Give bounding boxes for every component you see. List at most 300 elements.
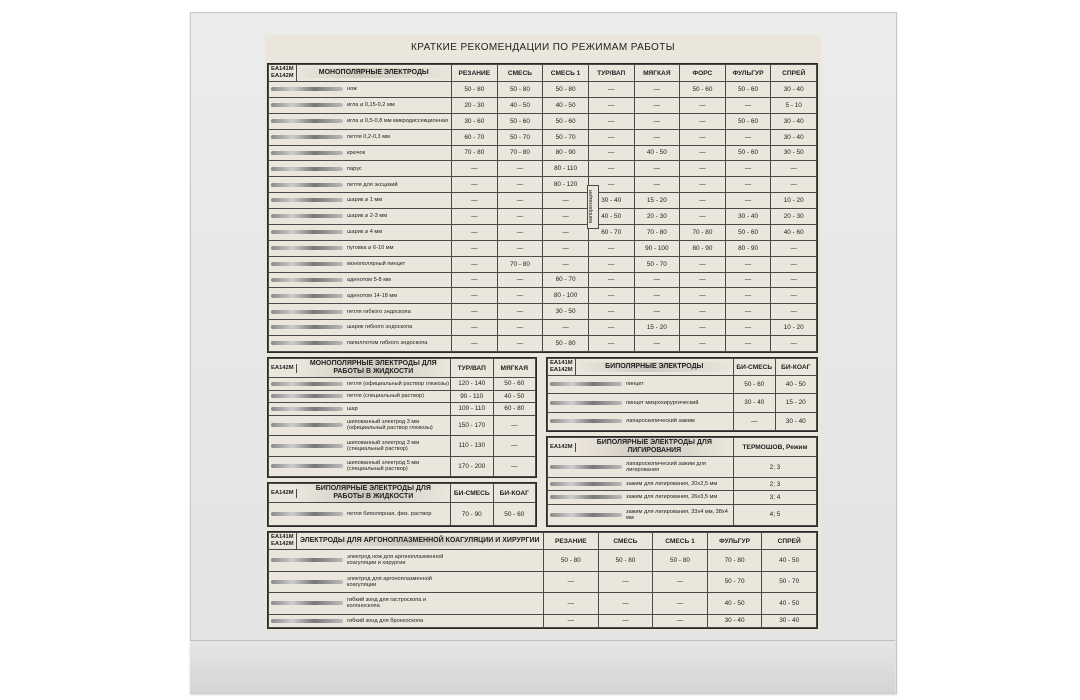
electrode-icon [271, 341, 343, 345]
value-cell: — [598, 593, 653, 615]
model-code: ЕА141М [271, 66, 294, 72]
bipolar_liquid-header-wrap [269, 484, 450, 502]
table-row [269, 129, 817, 145]
value-cell: — [588, 272, 634, 288]
value-cell: 50 - 60 [725, 82, 771, 98]
value-cell: 10 - 20 [771, 193, 817, 209]
value-cell: — [497, 288, 543, 304]
value-cell: 40 - 50 [543, 97, 589, 113]
model-code: ЕА142М [550, 443, 573, 450]
row-label-cell [269, 113, 452, 129]
electrode-icon [271, 325, 343, 329]
value-cell: — [725, 336, 771, 352]
value-cell: — [725, 304, 771, 320]
electrode-icon [550, 382, 622, 386]
value-cell: 60 - 70 [543, 272, 589, 288]
electrode-icon [271, 151, 343, 155]
value-cell: — [771, 336, 817, 352]
table-row [548, 376, 817, 394]
value-cell: 100 - 110 [451, 403, 494, 416]
value-cell: — [497, 224, 543, 240]
value-cell: — [680, 177, 726, 193]
row-label: аденотом 14-18 мм [347, 292, 398, 299]
ligation-group-header [548, 438, 734, 457]
electrode-icon [271, 310, 343, 314]
value-cell: 15 - 20 [634, 193, 680, 209]
value-cell: 20 - 30 [771, 209, 817, 225]
value-cell: — [725, 177, 771, 193]
value-cell: 50 - 60 [725, 145, 771, 161]
value-cell: — [771, 256, 817, 272]
value-cell: 50 - 80 [543, 336, 589, 352]
row-label-cell [269, 503, 451, 526]
row-label: гибкий зонд для гастроскопа и колоноскопа [347, 597, 427, 610]
electrode-icon [271, 135, 343, 139]
column-header: ФУЛЬГУР [707, 533, 762, 550]
value-cell: 30 - 40 [771, 82, 817, 98]
row-label: шарик ⌀ 4 мм [347, 229, 383, 236]
value-cell: — [588, 256, 634, 272]
value-cell: 50 - 80 [543, 82, 589, 98]
table-row [269, 403, 536, 416]
value-cell: 80 - 110 [543, 161, 589, 177]
row-label: электрод для аргоноплазменной коагуляции [347, 575, 432, 588]
value-cell: — [493, 415, 536, 435]
value-cell: — [680, 161, 726, 177]
table-row [269, 113, 817, 129]
ligation-table-block [546, 436, 818, 527]
electrode-icon [271, 246, 343, 250]
column-header: БИ-СМЕСЬ [734, 359, 776, 376]
value-cell: 70 - 80 [634, 224, 680, 240]
value-cell: 50 - 70 [707, 571, 762, 593]
column-header: СМЕСЬ 1 [653, 533, 708, 550]
value-cell: — [588, 177, 634, 193]
value-cell: 10 - 20 [771, 320, 817, 336]
column-header: ТУР/ВАП [451, 359, 494, 378]
electrode-icon [271, 278, 343, 282]
value-cell: 40 - 50 [707, 593, 762, 615]
liquid-header-wrap [269, 359, 450, 377]
value-cell: — [452, 288, 498, 304]
table-row [269, 97, 817, 113]
value-cell: — [634, 288, 680, 304]
argon-header-row [269, 533, 817, 550]
row-label-cell [269, 550, 544, 572]
value-cell: — [452, 161, 498, 177]
value-cell: — [680, 320, 726, 336]
value-cell: — [544, 593, 599, 615]
value-cell: 70 - 80 [680, 224, 726, 240]
value-cell: — [634, 161, 680, 177]
value-cell: — [543, 193, 589, 209]
ligation-group-title: БИПОЛЯРНЫЕ ЭЛЕКТРОДЫ ДЛЯ ЛИГИРОВАНИЯ [576, 438, 733, 456]
value-cell: — [725, 161, 771, 177]
value-cell: 60 - 70 [452, 129, 498, 145]
value-cell: 50 - 60 [493, 378, 536, 391]
value-cell: 30 - 40 [771, 129, 817, 145]
column-header: СПРЕЙ [771, 65, 817, 82]
electrode-icon [271, 294, 343, 298]
table-row [269, 272, 817, 288]
value-cell: — [634, 97, 680, 113]
electrode-icon [271, 230, 343, 234]
model-code: ЕА142М [271, 489, 294, 496]
value-cell: 30 - 40 [588, 193, 634, 209]
liquid-table-block [267, 357, 537, 478]
value-cell: — [588, 145, 634, 161]
row-label: петля для эксцизий [347, 181, 398, 188]
table-row [548, 457, 817, 478]
liquid-group-title: МОНОПОЛЯРНЫЕ ЭЛЕКТРОДЫ ДЛЯ РАБОТЫ В ЖИДКОСТИ [297, 359, 450, 377]
bipolar-table-block [546, 357, 818, 432]
electrode-icon [271, 601, 343, 605]
column-header: СПРЕЙ [762, 533, 817, 550]
column-header: СМЕСЬ [497, 65, 543, 82]
value-cell: — [771, 161, 817, 177]
value-cell: 80 - 90 [725, 240, 771, 256]
value-cell: 20 - 30 [452, 97, 498, 113]
value-cell: 5 - 10 [771, 97, 817, 113]
row-label: петля (специальный раствор) [347, 393, 425, 400]
row-label: петля биполярная, физ. раствор [347, 510, 432, 517]
electrode-icon [271, 464, 343, 468]
value-cell: — [493, 456, 536, 476]
value-cell: — [653, 614, 708, 627]
row-label: зажим для лигирования, 20х2,5 мм [626, 481, 718, 488]
model-code: ЕА141М [271, 534, 294, 540]
column-header: ТЕРМОШОВ, Режим [734, 438, 817, 457]
electrode-icon [271, 103, 343, 107]
value-cell: — [588, 336, 634, 352]
table-row [269, 288, 817, 304]
argon-group-title: ЭЛЕКТРОДЫ ДЛЯ АРГОНОПЛАЗМЕННОЙ КОАГУЛЯЦИИ И ХИРУРГИИ [297, 536, 543, 546]
table-row [269, 503, 536, 526]
row-label-cell [548, 376, 734, 394]
row-label: монополярный пинцет [347, 260, 406, 267]
value-cell: — [452, 240, 498, 256]
column-header: ТУР/ВАП [588, 65, 634, 82]
value-cell: — [497, 177, 543, 193]
value-cell: — [598, 571, 653, 593]
value-cell: 90 - 110 [451, 390, 494, 403]
row-label: шипованный электрод 3 мм (официальный раствор глюкозы) [347, 419, 433, 432]
value-cell: — [634, 113, 680, 129]
value-cell: — [634, 129, 680, 145]
row-label-cell [269, 320, 452, 336]
table-row [548, 491, 817, 504]
value-cell: 50 - 80 [452, 82, 498, 98]
value-cell: 120 - 140 [451, 378, 494, 391]
value-cell: — [588, 288, 634, 304]
value-cell: — [725, 320, 771, 336]
value-cell: 40 - 50 [497, 97, 543, 113]
table-row [269, 224, 817, 240]
row-label: шарик ⌀ 2-3 мм [347, 213, 388, 220]
mono-header-row [269, 65, 817, 82]
value-cell: — [588, 161, 634, 177]
electrode-icon [271, 87, 343, 91]
electrode-icon [271, 394, 343, 398]
value-cell: — [771, 272, 817, 288]
value-cell: 110 - 130 [451, 436, 494, 456]
value-cell: — [543, 256, 589, 272]
row-label-cell [269, 403, 451, 416]
row-label: игла ⌀ 0,15-0,2 мм [347, 102, 395, 109]
row-label: петля (официальный раствор глюкозы) [347, 380, 449, 387]
liquid-header-row [269, 359, 536, 378]
row-label-cell [269, 571, 544, 593]
electrode-icon [271, 619, 343, 623]
table-row [269, 415, 536, 435]
ligation-header-row [548, 438, 817, 457]
column-header: СМЕСЬ 1 [543, 65, 589, 82]
model-code: ЕА142М [271, 73, 294, 79]
column-header: БИ-КОАГ [493, 484, 536, 503]
value-cell: 2; 3 [734, 478, 817, 491]
value-cell: — [588, 129, 634, 145]
column-header: РЕЗАНИЕ [452, 65, 498, 82]
electrode-icon [271, 183, 343, 187]
value-cell: 4; 5 [734, 504, 817, 525]
vaporization-label: вапоризация [587, 185, 599, 229]
row-label: зажим для лигирования, 26х3,5 мм [626, 494, 718, 501]
argon-table [268, 532, 817, 628]
value-cell: — [588, 82, 634, 98]
row-label-cell [548, 504, 734, 525]
electrode-icon [271, 214, 343, 218]
table-row [548, 412, 817, 430]
value-cell: 40 - 60 [771, 224, 817, 240]
electrode-icon [550, 513, 622, 517]
value-cell: — [452, 209, 498, 225]
value-cell: — [497, 240, 543, 256]
value-cell: — [452, 336, 498, 352]
value-cell: 20 - 30 [634, 209, 680, 225]
table-row [269, 336, 817, 352]
ligation-header-wrap [548, 438, 733, 456]
table-row [269, 436, 536, 456]
column-header: БИ-КОАГ [775, 359, 817, 376]
value-cell: — [497, 193, 543, 209]
row-label: зажим для лигирования, 33х4 мм, 38х4 мм [626, 508, 728, 521]
electrode-icon [271, 119, 343, 123]
value-cell: 70 - 80 [497, 145, 543, 161]
value-cell: 70 - 80 [452, 145, 498, 161]
electrode-icon [550, 495, 622, 499]
row-label-cell [269, 593, 544, 615]
table-row [269, 320, 817, 336]
row-label: лапароскопический зажим для лигирования [626, 461, 706, 474]
value-cell: 60 - 70 [588, 224, 634, 240]
electrode-icon [550, 401, 622, 405]
monopolar-table-block [267, 63, 818, 353]
value-cell: — [588, 113, 634, 129]
bipolar-liquid-table [268, 483, 536, 526]
value-cell: 30 - 50 [771, 145, 817, 161]
row-label-cell [269, 224, 452, 240]
bipolar-header-row [548, 359, 817, 376]
table-row [269, 456, 536, 476]
value-cell: — [725, 256, 771, 272]
row-label: шарик гибкого эндоскопа [347, 324, 413, 331]
bipolar_liquid-group-title: БИПОЛЯРНЫЕ ЭЛЕКТРОДЫ ДЛЯ РАБОТЫ В ЖИДКОСТИ [297, 484, 450, 502]
row-label-cell [269, 288, 452, 304]
value-cell: 40 - 50 [762, 550, 817, 572]
electrode-icon [271, 423, 343, 427]
value-cell: — [497, 161, 543, 177]
value-cell: — [634, 272, 680, 288]
value-cell: 30 - 40 [762, 614, 817, 627]
row-label: папиллотом гибкого эндоскопа [347, 340, 428, 347]
value-cell: — [725, 272, 771, 288]
row-label-cell [548, 491, 734, 504]
value-cell: 50 - 60 [725, 224, 771, 240]
value-cell: 40 - 50 [493, 390, 536, 403]
row-label: игла ⌀ 0,5-0,8 мм микродиссекционная [347, 118, 448, 124]
value-cell: 3; 4 [734, 491, 817, 504]
value-cell: — [452, 193, 498, 209]
value-cell: 80 - 100 [543, 288, 589, 304]
row-label: гибкий зонд для бронхоскопа [347, 617, 424, 624]
row-label: шарик ⌀ 1 мм [347, 197, 383, 204]
value-cell: 70 - 80 [707, 550, 762, 572]
value-cell: 150 - 170 [451, 415, 494, 435]
electrode-icon [271, 382, 343, 386]
value-cell: — [680, 97, 726, 113]
value-cell: 50 - 60 [493, 503, 536, 526]
electrode-icon [271, 407, 343, 411]
row-label-cell [269, 97, 452, 113]
row-label-cell [269, 129, 452, 145]
row-label: шипованный электрод 5 мм (специальный раствор) [347, 460, 420, 473]
value-cell: — [725, 193, 771, 209]
table-row [269, 390, 536, 403]
value-cell: 40 - 50 [775, 376, 817, 394]
value-cell: 50 - 70 [634, 256, 680, 272]
value-cell: — [588, 320, 634, 336]
value-cell: 80 - 120 [543, 177, 589, 193]
value-cell: — [544, 614, 599, 627]
recommendation-sheet [265, 35, 821, 631]
value-cell: 15 - 20 [634, 320, 680, 336]
column-header: БИ-СМЕСЬ [451, 484, 494, 503]
column-header: ФОРС [680, 65, 726, 82]
table-row [269, 161, 817, 177]
table-row [548, 504, 817, 525]
value-cell: — [598, 614, 653, 627]
ligation-table [547, 437, 817, 526]
electrode-icon [550, 482, 622, 486]
row-label: лапароскопический зажим [626, 418, 695, 425]
value-cell: 50 - 80 [497, 82, 543, 98]
value-cell: — [680, 336, 726, 352]
value-cell: — [634, 336, 680, 352]
row-label: пинцет микрохирургический [626, 399, 699, 406]
model-code: ЕА142М [271, 364, 294, 371]
bipolar-group-header [548, 359, 734, 376]
value-cell: — [680, 209, 726, 225]
row-label-cell [269, 161, 452, 177]
value-cell: — [680, 193, 726, 209]
row-label: аденотом 5-8 мм [347, 276, 391, 283]
value-cell: — [588, 97, 634, 113]
value-cell: 30 - 50 [543, 304, 589, 320]
table-row [269, 614, 817, 627]
bipolar-model-list [548, 359, 576, 375]
electrode-icon [271, 262, 343, 266]
value-cell: — [725, 288, 771, 304]
value-cell: — [634, 304, 680, 320]
value-cell: — [771, 177, 817, 193]
value-cell: 40 - 50 [762, 593, 817, 615]
value-cell: — [543, 240, 589, 256]
value-cell: — [543, 224, 589, 240]
value-cell: — [497, 336, 543, 352]
value-cell: — [497, 304, 543, 320]
liquid-table [268, 358, 536, 477]
value-cell: — [680, 145, 726, 161]
electrode-icon [271, 558, 343, 562]
value-cell: 30 - 40 [775, 412, 817, 430]
value-cell: — [634, 82, 680, 98]
value-cell: 15 - 20 [775, 394, 817, 412]
value-cell: 50 - 70 [543, 129, 589, 145]
liquid-group-header [269, 359, 451, 378]
value-cell: 50 - 80 [653, 550, 708, 572]
table-row [269, 378, 536, 391]
value-cell: — [680, 288, 726, 304]
table-row [269, 240, 817, 256]
row-label-cell [269, 209, 452, 225]
argon-table-block [267, 531, 818, 629]
value-cell: 50 - 60 [497, 113, 543, 129]
bipolar-table [547, 358, 817, 431]
value-cell: 2; 3 [734, 457, 817, 478]
value-cell: — [543, 320, 589, 336]
row-label-cell [269, 145, 452, 161]
mono-header-wrap [269, 65, 451, 81]
value-cell: — [452, 224, 498, 240]
table-row [269, 256, 817, 272]
electrode-icon [271, 580, 343, 584]
row-label-cell [269, 456, 451, 476]
row-label: пуговка ⌀ 6-10 мм [347, 245, 394, 251]
value-cell: 30 - 40 [707, 614, 762, 627]
column-header: СМЕСЬ [598, 533, 653, 550]
row-label-cell [269, 193, 452, 209]
value-cell: — [493, 436, 536, 456]
mono-group-title: МОНОПОЛЯРНЫЕ ЭЛЕКТРОДЫ [297, 68, 451, 78]
value-cell: 40 - 50 [588, 209, 634, 225]
value-cell: 50 - 80 [598, 550, 653, 572]
row-label-cell [269, 336, 452, 352]
row-label-cell [269, 378, 451, 391]
value-cell: — [734, 412, 776, 430]
model-code: ЕА142М [550, 367, 573, 373]
value-cell: — [588, 240, 634, 256]
row-label: электрод нож для аргоноплазменной коагуляции и хирургии [347, 554, 444, 567]
row-label-cell [269, 390, 451, 403]
argon-header-wrap [269, 533, 543, 549]
row-label-cell [548, 478, 734, 491]
value-cell: 30 - 40 [734, 394, 776, 412]
electrode-icon [271, 444, 343, 448]
value-cell: — [544, 571, 599, 593]
value-cell: — [680, 129, 726, 145]
value-cell: 70 - 80 [497, 256, 543, 272]
row-label: парус [347, 165, 362, 172]
